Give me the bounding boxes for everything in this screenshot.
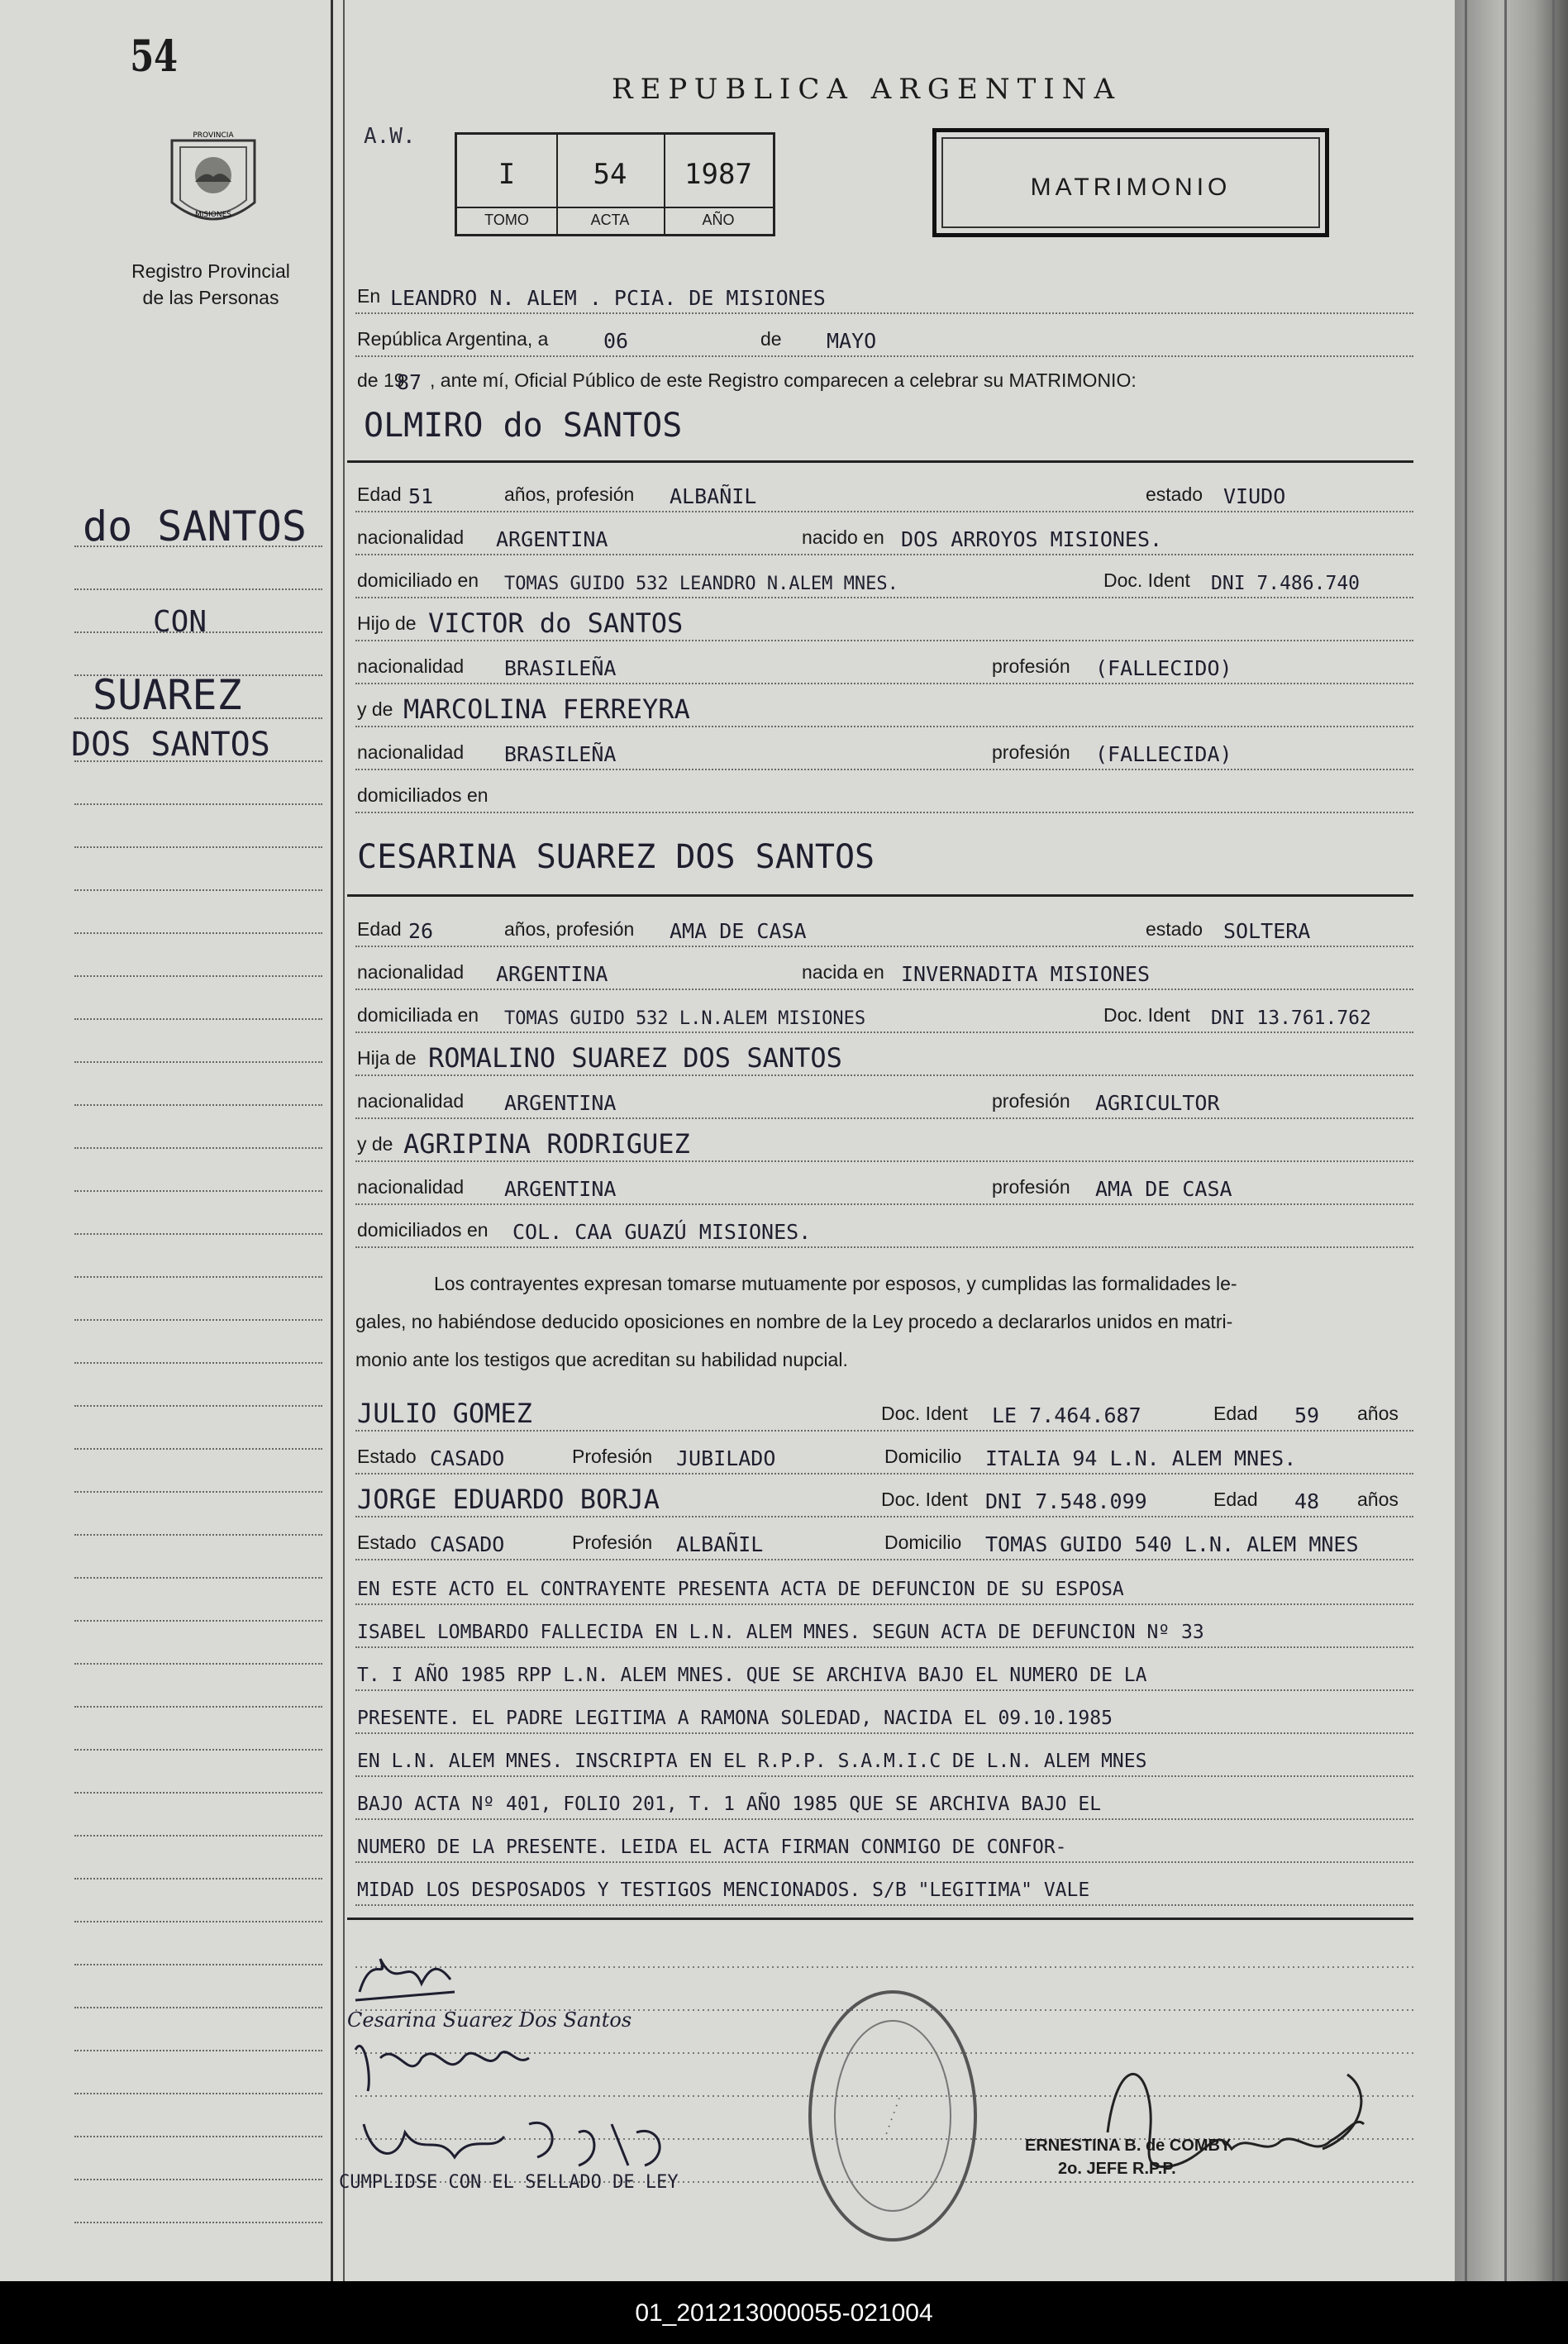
note-line: PRESENTE. EL PADRE LEGITIMA A RAMONA SOLEDAD, NACIDA EL 09.10.1985 xyxy=(357,1708,1113,1729)
bride-mother-nat-row xyxy=(355,1170,1413,1205)
declaration-line1: Los contrayentes expresan tomarse mutuamente por esposos, y cumplidas las formalidades le- xyxy=(434,1273,1237,1294)
groom-father-nat-row xyxy=(355,650,1413,684)
margin-line xyxy=(74,1448,322,1450)
document-type-box xyxy=(932,128,1329,237)
groom-name: OLMIRO do SANTOS xyxy=(364,407,683,445)
bride-profession: AMA DE CASA xyxy=(670,919,807,943)
bride-father-nat-row xyxy=(355,1084,1413,1119)
margin-line xyxy=(74,1749,322,1751)
official-name: ERNESTINA B. de COMBY xyxy=(1025,2137,1232,2155)
document-type: MATRIMONIO xyxy=(1030,174,1232,201)
bride-address-row xyxy=(355,998,1413,1033)
groom-father-nationality: BRASILEÑA xyxy=(504,656,617,680)
note-line: NUMERO DE LA PRESENTE. LEIDA EL ACTA FIRMAN CONMIGO DE CONFOR- xyxy=(357,1837,1067,1858)
anos-label: años xyxy=(1357,1403,1399,1424)
groom-mother-nat-row xyxy=(355,736,1413,770)
profesion-label: profesión xyxy=(992,655,1070,677)
reference-box xyxy=(455,132,775,236)
note-line: ISABEL LOMBARDO FALLECIDA EN L.N. ALEM MNES. SEGUN ACTA DE DEFUNCION Nº 33 xyxy=(357,1622,1204,1643)
witness1-doc: LE 7.464.687 xyxy=(992,1403,1141,1427)
margin-line xyxy=(74,1491,322,1493)
margin-line xyxy=(74,1792,322,1794)
anos-label: años xyxy=(1357,1489,1399,1510)
groom-status: VIUDO xyxy=(1223,484,1286,508)
profesion-label: Profesión xyxy=(572,1446,653,1467)
aw-note: A.W. xyxy=(364,124,416,149)
witness2-status: CASADO xyxy=(430,1532,505,1556)
profesion-label: Profesión xyxy=(572,1532,653,1553)
svg-text:· · · · · ·: · · · · · · xyxy=(880,2094,907,2138)
groom-mother-row xyxy=(355,693,1413,727)
domicilio-label: Domicilio xyxy=(884,1532,962,1553)
anio-value: 1987 xyxy=(684,158,752,191)
groom-doc: DNI 7.486.740 xyxy=(1211,573,1361,594)
y-de-label: y de xyxy=(357,1133,393,1155)
groom-mother-profession: (FALLECIDA) xyxy=(1095,742,1232,766)
margin-line xyxy=(74,1620,322,1622)
groom-birthplace: DOS ARROYOS MISIONES. xyxy=(901,527,1163,551)
profesion-label: profesión xyxy=(992,1090,1070,1112)
nacionalidad-label: nacionalidad xyxy=(357,741,465,763)
registry-line1: Registro Provincial xyxy=(131,260,290,282)
official-stamp xyxy=(1025,2134,1231,2180)
profesion-label: años, profesión xyxy=(504,918,635,940)
margin-line xyxy=(74,2179,322,2180)
witness1-row xyxy=(355,1397,1413,1432)
tomo-cell xyxy=(457,135,558,234)
margin-line xyxy=(74,846,322,848)
bride-address: TOMAS GUIDO 532 L.N.ALEM MISIONES xyxy=(504,1008,866,1029)
margin-line xyxy=(74,1362,322,1364)
bride-doc: DNI 13.761.762 xyxy=(1211,1008,1371,1029)
nacido-label: nacido en xyxy=(802,526,884,548)
witness2-row xyxy=(355,1483,1413,1517)
bride-father-profession: AGRICULTOR xyxy=(1095,1091,1220,1115)
doc-label: Doc. Ident xyxy=(1103,1004,1190,1026)
acta-cell xyxy=(556,135,665,234)
margin-line xyxy=(74,975,322,977)
nacionalidad-label: nacionalidad xyxy=(357,1176,465,1198)
row-date xyxy=(355,322,1413,357)
hija-label: Hija de xyxy=(357,1047,417,1069)
bride-name-row xyxy=(355,838,1413,876)
anio-cell xyxy=(664,135,773,234)
declaration-line2: gales, no habiéndose deducido oposiciones en nombre de la Ley procedo a declararlos unidos en matri- xyxy=(355,1311,1233,1332)
intro-text: , ante mí, Oficial Público de este Registro comparecen a celebrar su MATRIMONIO: xyxy=(430,369,1137,391)
doc-label: Doc. Ident xyxy=(881,1489,968,1510)
acta-label: ACTA xyxy=(556,207,664,229)
margin-line xyxy=(74,1706,322,1708)
groom-father-row xyxy=(355,607,1413,641)
witness1-details-row xyxy=(355,1440,1413,1475)
margin-line xyxy=(74,2222,322,2223)
en-label: En xyxy=(357,285,381,307)
margin-line xyxy=(74,2136,322,2137)
tomo-value: I xyxy=(498,158,516,191)
estado-label: estado xyxy=(1146,484,1203,505)
doc-label: Doc. Ident xyxy=(881,1403,968,1424)
stamp-duty-note: CUMPLIDSE CON EL SELLADO DE LEY xyxy=(339,2172,679,2193)
witness1-age: 59 xyxy=(1294,1403,1320,1427)
note-line: BAJO ACTA Nº 401, FOLIO 201, T. 1 AÑO 1985 QUE SE ARCHIVA BAJO EL xyxy=(357,1794,1102,1815)
row-year xyxy=(355,364,1413,397)
bride-mother: AGRIPINA RODRIGUEZ xyxy=(403,1128,690,1160)
official-title: 2o. JEFE R.P.P. xyxy=(1058,2160,1176,2178)
bride-name: CESARINA SUAREZ DOS SANTOS xyxy=(357,838,875,876)
year-prefix: de 19 xyxy=(357,369,405,391)
groom-signature-icon xyxy=(355,1959,455,2000)
profesion-label: profesión xyxy=(992,741,1070,763)
margin-line xyxy=(74,2007,322,2008)
groom-address-row xyxy=(355,564,1413,598)
row-place xyxy=(355,279,1413,314)
margin-line xyxy=(74,1405,322,1407)
profesion-label: años, profesión xyxy=(504,484,635,505)
margin-line xyxy=(74,1534,322,1536)
groom-age: 51 xyxy=(408,484,434,508)
margin-line xyxy=(74,1147,322,1149)
margin-line xyxy=(74,1835,322,1837)
margin-line xyxy=(74,2050,322,2051)
bride-mother-row xyxy=(355,1127,1413,1162)
margin-line xyxy=(74,588,322,590)
republica-label: República Argentina, a xyxy=(357,328,549,350)
nacionalidad-label: nacionalidad xyxy=(357,526,465,548)
month-value: MAYO xyxy=(827,329,877,353)
hijo-label: Hijo de xyxy=(357,612,417,634)
edad-label: Edad xyxy=(1213,1489,1258,1510)
margin-note-bride-surname: SUAREZ xyxy=(93,671,242,719)
bride-birthplace: INVERNADITA MISIONES xyxy=(901,962,1151,986)
estado-label: Estado xyxy=(357,1532,417,1553)
margin-line xyxy=(74,1663,322,1665)
groom-name-row xyxy=(355,407,1413,445)
note-line: T. I AÑO 1985 RPP L.N. ALEM MNES. QUE SE ARCHIVA BAJO EL NUMERO DE LA xyxy=(357,1665,1147,1686)
domicilio-label: domiciliado en xyxy=(357,569,479,591)
margin-line xyxy=(74,1964,322,1965)
margin-line xyxy=(74,1577,322,1579)
domiciliados-label: domiciliados en xyxy=(357,1219,489,1241)
bride-mother-profession: AMA DE CASA xyxy=(1095,1177,1232,1201)
declaration xyxy=(355,1265,1413,1379)
groom-mother: MARCOLINA FERREYRA xyxy=(403,693,690,725)
margin-line xyxy=(74,1878,322,1879)
witness2-name: JORGE EDUARDO BORJA xyxy=(357,1484,660,1515)
witness2-address: TOMAS GUIDO 540 L.N. ALEM MNES xyxy=(985,1532,1359,1556)
margin-line xyxy=(74,717,322,719)
anio-label: AÑO xyxy=(664,207,773,229)
registry-line2: de las Personas xyxy=(142,287,279,308)
witness1-profession: JUBILADO xyxy=(676,1446,776,1470)
bride-age-row xyxy=(355,912,1413,947)
witness2-details-row xyxy=(355,1526,1413,1560)
bride-parents-address: COL. CAA GUAZÚ MISIONES. xyxy=(512,1220,812,1244)
bride-mother-nationality: ARGENTINA xyxy=(504,1177,617,1201)
place-value: LEANDRO N. ALEM . PCIA. DE MISIONES xyxy=(390,286,826,310)
groom-mother-nationality: BRASILEÑA xyxy=(504,742,617,766)
margin-line xyxy=(74,1319,322,1321)
nacionalidad-label: nacionalidad xyxy=(357,1090,465,1112)
bride-parents-address-row xyxy=(355,1213,1413,1248)
bride-father-nationality: ARGENTINA xyxy=(504,1091,617,1115)
margin-line xyxy=(74,1018,322,1020)
groom-nationality: ARGENTINA xyxy=(496,527,608,551)
nacionalidad-label: nacionalidad xyxy=(357,961,465,983)
margin-line xyxy=(74,631,322,633)
margin-line xyxy=(74,546,322,547)
estado-label: estado xyxy=(1146,918,1203,940)
groom-parents-address-row xyxy=(355,779,1413,813)
nacida-label: nacida en xyxy=(802,961,884,983)
margin-line xyxy=(74,2093,322,2094)
acta-value: 54 xyxy=(593,158,627,191)
margin-line xyxy=(74,1921,322,1922)
note-line: EN ESTE ACTO EL CONTRAYENTE PRESENTA ACTA DE DEFUNCION DE SU ESPOSA xyxy=(357,1579,1124,1600)
adjacent-pages-edge xyxy=(1455,0,1568,2281)
witness2-profession: ALBAÑIL xyxy=(676,1532,764,1556)
declaration-line3: monio ante los testigos que acreditan su habilidad nupcial. xyxy=(355,1349,848,1370)
groom-father-profession: (FALLECIDO) xyxy=(1095,656,1232,680)
bride-father-row xyxy=(355,1041,1413,1076)
margin-line xyxy=(74,889,322,891)
groom-nationality-row xyxy=(355,521,1413,555)
groom-profession: ALBAÑIL xyxy=(670,484,757,508)
groom-age-row xyxy=(355,478,1413,512)
bride-signature: Cesarina Suarez Dos Santos xyxy=(347,2008,632,2032)
witness1-address: ITALIA 94 L.N. ALEM MNES. xyxy=(985,1446,1297,1470)
domiciliados-label: domiciliados en xyxy=(357,784,489,806)
page-number: 54 xyxy=(130,31,179,82)
margin-line xyxy=(74,803,322,805)
domicilio-label: domiciliada en xyxy=(357,1004,479,1026)
bride-age: 26 xyxy=(408,919,434,943)
edad-label: Edad xyxy=(357,918,402,940)
tomo-label: TOMO xyxy=(457,207,556,229)
witness1-name: JULIO GOMEZ xyxy=(357,1398,532,1429)
image-filename: 01_201213000055-021004 xyxy=(635,2299,933,2327)
divider xyxy=(347,1918,1413,1920)
domicilio-label: Domicilio xyxy=(884,1446,962,1467)
year-suffix: 87 xyxy=(397,370,422,394)
registry-seal-icon xyxy=(794,1975,992,2256)
margin-line xyxy=(74,674,322,676)
groom-father: VICTOR do SANTOS xyxy=(428,607,684,639)
y-de-label: y de xyxy=(357,698,393,720)
de-label: de xyxy=(760,328,782,350)
divider xyxy=(347,894,1413,897)
margin-line xyxy=(74,1233,322,1235)
margin-line xyxy=(74,1104,322,1106)
day-value: 06 xyxy=(603,329,629,353)
margin-note-bride-surname2: DOS SANTOS xyxy=(71,726,270,764)
margin-note-surname: do SANTOS xyxy=(83,503,307,550)
margin-line xyxy=(74,760,322,762)
emblem-bottom-text: MISIONES xyxy=(194,211,232,219)
margin-line xyxy=(74,1276,322,1278)
edad-label: Edad xyxy=(1213,1403,1258,1424)
emblem-top-text: PROVINCIA xyxy=(193,131,234,140)
groom-address: TOMAS GUIDO 532 LEANDRO N.ALEM MNES. xyxy=(504,574,898,594)
doc-label: Doc. Ident xyxy=(1103,569,1190,591)
margin-line xyxy=(74,1061,322,1063)
bride-nationality: ARGENTINA xyxy=(496,962,608,986)
bride-nationality-row xyxy=(355,955,1413,990)
note-line: EN L.N. ALEM MNES. INSCRIPTA EN EL R.P.P. S.A.M.I.C DE L.N. ALEM MNES xyxy=(357,1751,1147,1772)
estado-label: Estado xyxy=(357,1446,417,1467)
nacionalidad-label: nacionalidad xyxy=(357,655,465,677)
divider xyxy=(347,460,1413,463)
note-line: MIDAD LOS DESPOSADOS Y TESTIGOS MENCIONADOS. S/B "LEGITIMA" VALE xyxy=(357,1879,1090,1901)
margin-note-con: CON xyxy=(153,605,207,639)
bride-father: ROMALINO SUAREZ DOS SANTOS xyxy=(428,1042,842,1074)
witness2-doc: DNI 7.548.099 xyxy=(985,1489,1147,1513)
province-emblem-icon xyxy=(155,124,271,240)
profesion-label: profesión xyxy=(992,1176,1070,1198)
edad-label: Edad xyxy=(357,484,402,505)
margin-line xyxy=(74,1190,322,1192)
registry-name xyxy=(91,258,331,311)
margin-line xyxy=(74,932,322,934)
witness1-status: CASADO xyxy=(430,1446,505,1470)
bride-status: SOLTERA xyxy=(1223,919,1311,943)
country-title: REPUBLICA ARGENTINA xyxy=(612,73,1122,106)
witness2-signature-icon xyxy=(364,2122,660,2165)
witness2-age: 48 xyxy=(1294,1489,1320,1513)
